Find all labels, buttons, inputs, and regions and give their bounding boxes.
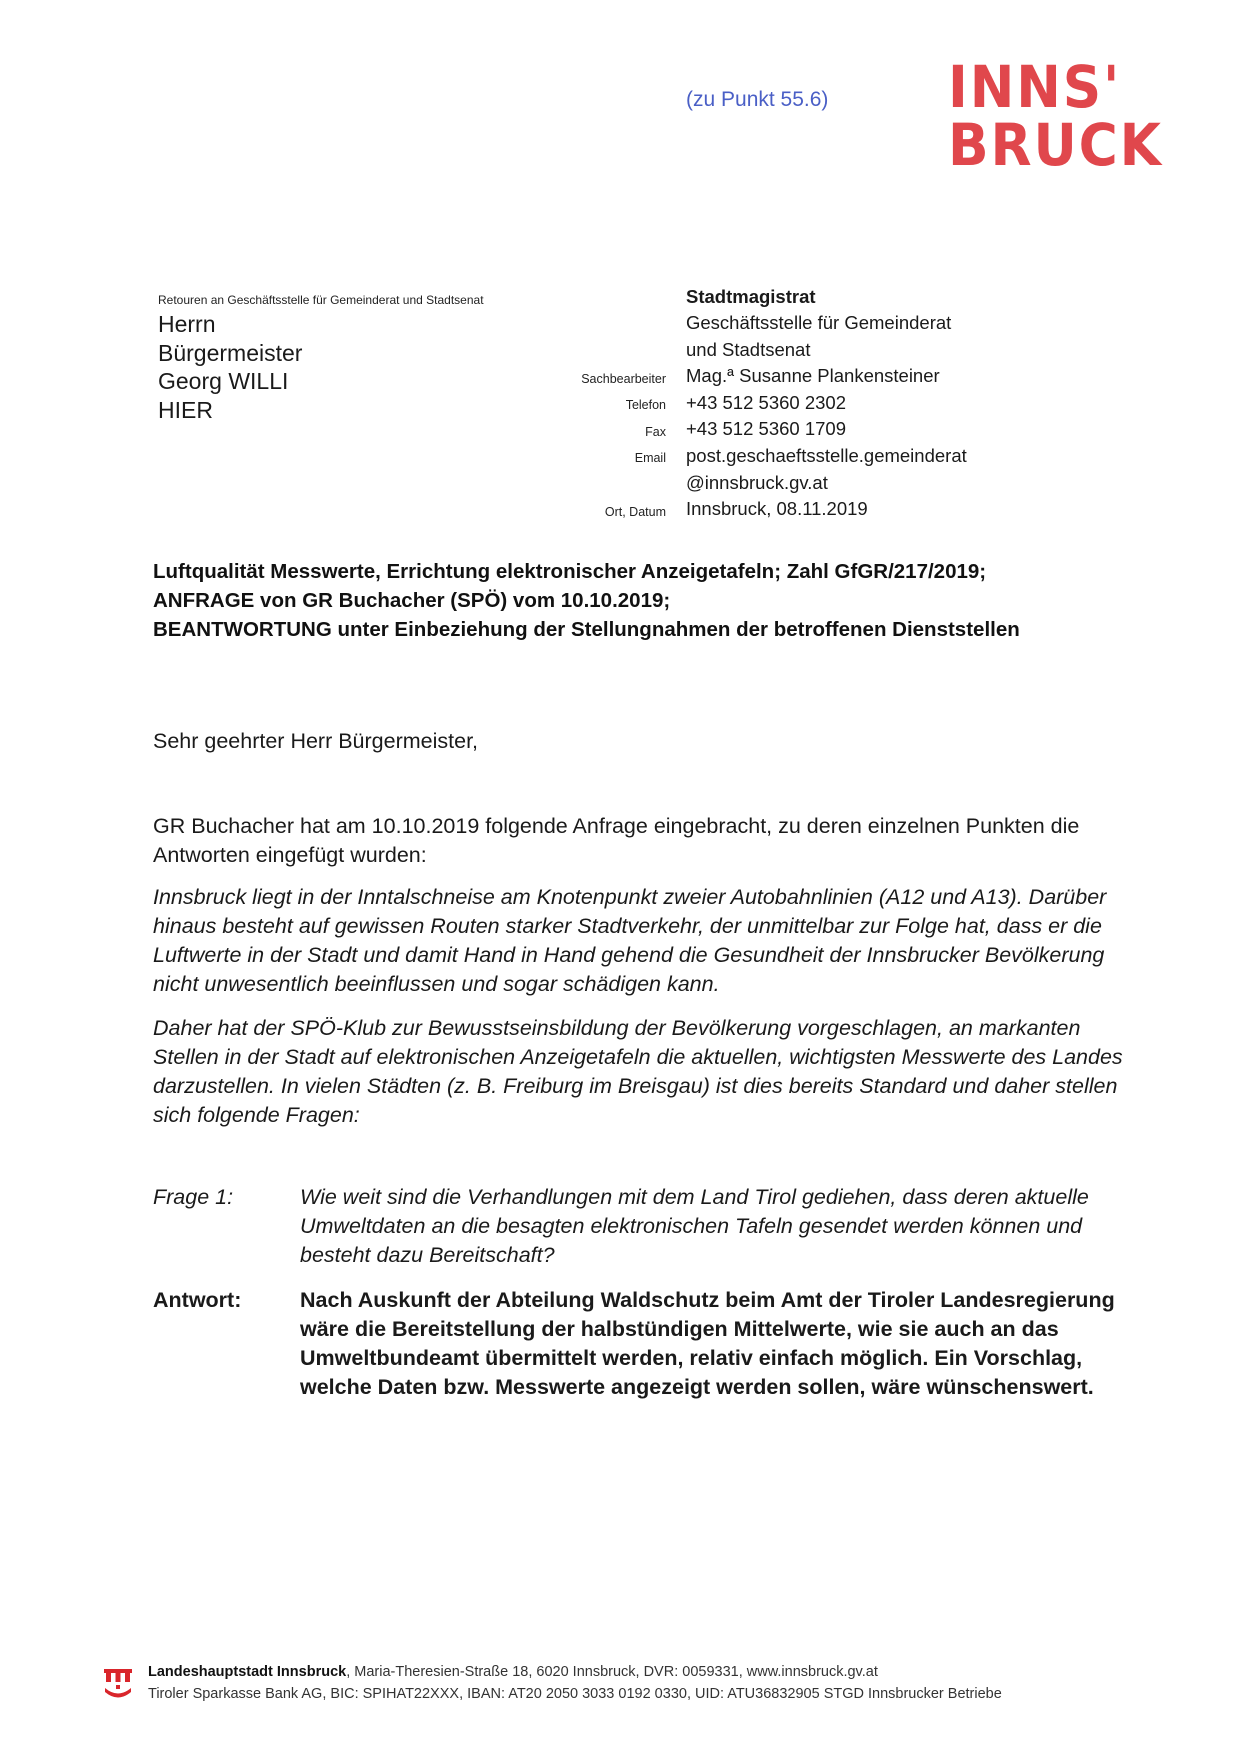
footer-line-1 [148, 1664, 878, 1680]
ort-datum-label: Ort, Datum [604, 505, 666, 519]
footer-line-2: Tiroler Sparkasse Bank AG, BIC: SPIHAT22XXX, IBAN: AT20 2050 3033 0192 0330, UID: ATU36832905 STGD Innsbrucker Betriebe [148, 1686, 1002, 1702]
fax-label: Fax [645, 425, 666, 439]
punkt-note: (zu Punkt 55.6) [686, 88, 829, 111]
recipient-line-2: Bürgermeister [158, 340, 303, 366]
subject-line-2: ANFRAGE von GR Buchacher (SPÖ) vom 10.10.2019; [153, 589, 671, 612]
sachbearbeiter-value: Mag.ª Susanne Plankensteiner [686, 365, 940, 386]
recipient-line-1: Herrn [158, 311, 216, 337]
telefon-label: Telefon [625, 398, 666, 412]
ort-datum-value: Innsbruck, 08.11.2019 [686, 498, 868, 519]
sender-dept-line-2: und Stadtsenat [686, 339, 811, 360]
sachbearbeiter-label: Sachbearbeiter [581, 372, 666, 386]
return-address: Retouren an Geschäftsstelle für Gemeinderat und Stadtsenat [158, 293, 484, 307]
frage-label: Frage 1: [153, 1185, 234, 1209]
frage-text: Wie weit sind die Verhandlungen mit dem Land Tirol gediehen, dass deren aktuelle Umweltdaten an die besagten elektronischen Tafeln gesendet werden können und besteht dazu Bereitschaft? [300, 1185, 1089, 1267]
footer-org: Landeshauptstadt Innsbruck [148, 1664, 347, 1680]
fax-value: +43 512 5360 1709 [686, 418, 846, 439]
antwort-label [153, 1286, 241, 1315]
salutation: Sehr geehrter Herr Bürgermeister, [153, 729, 479, 753]
quote-paragraph-1: Innsbruck liegt in der Inntalschneise am Knotenpunkt zweier Autobahnlinien (A12 und A13). Darüber hinaus besteht auf gewissen Routen starker Stadtverkehr, der unmittelbar zur Folge hat, dass er die Luftwerte in der Stadt und damit Hand in Hand gehend die Gesundheit der Innsbrucker Bevölkerung nicht unwesentlich beeinflussen und sogar schädigen kann. [153, 885, 1107, 996]
innsbruck-logo [948, 53, 1198, 179]
telefon-value: +43 512 5360 2302 [686, 392, 846, 413]
recipient-line-4: HIER [158, 397, 213, 423]
subject-line-1: Luftqualität Messwerte, Errichtung elektronischer Anzeigetafeln; Zahl GfGR/217/2019; [153, 560, 987, 583]
subject-line-3: BEANTWORTUNG unter Einbeziehung der Stellungnahmen der betroffenen Dienststellen [153, 618, 1020, 641]
antwort-text: Nach Auskunft der Abteilung Waldschutz beim Amt der Tiroler Landesregierung wäre die Bereitstellung der halbstündigen Mittelwerte, wie sie auch an das Umweltbundeamt übermittelt werden, relativ einfach möglich. Ein Vorschlag, welche Daten bzw. Messwerte angezeigt werden sollen, wäre wünschenswert. [300, 1288, 1115, 1399]
sender-dept-line-1: Geschäftsstelle für Gemeinderat [686, 312, 952, 333]
quote-paragraph-2: Daher hat der SPÖ-Klub zur Bewusstseinsbildung der Bevölkerung vorgeschlagen, an markanten Stellen in der Stadt auf elektronischen Anzeigetafeln die aktuellen, wichtigsten Messwerte des Landes darzustellen. In vielen Städten (z. B. Freiburg im Breisgau) ist dies bereits Standard und daher stellen sich folgende Fragen: [153, 1016, 1123, 1127]
intro-paragraph: GR Buchacher hat am 10.10.2019 folgende Anfrage eingebracht, zu deren einzelnen Punkten die Antworten eingefügt wurden: [153, 814, 1080, 867]
footer-address: , Maria-Theresien-Straße 18, 6020 Innsbruck, DVR: 0059331, www.innsbruck.gv.at [346, 1664, 878, 1680]
email-value-line-1: post.geschaeftsstelle.gemeinderat [686, 445, 967, 466]
subject [153, 557, 1153, 644]
city-coat-of-arms-icon [104, 1669, 132, 1703]
recipient-line-3: Georg WILLI [158, 368, 289, 394]
logo-line-2: BRUCK [948, 111, 1163, 179]
logo-line-1: INNS' [948, 53, 1122, 121]
sender-org: Stadtmagistrat [686, 286, 816, 307]
email-label: Email [634, 451, 666, 465]
email-value-line-2: @innsbruck.gv.at [686, 472, 828, 493]
antwort-label-text: Antwort: [153, 1288, 242, 1312]
